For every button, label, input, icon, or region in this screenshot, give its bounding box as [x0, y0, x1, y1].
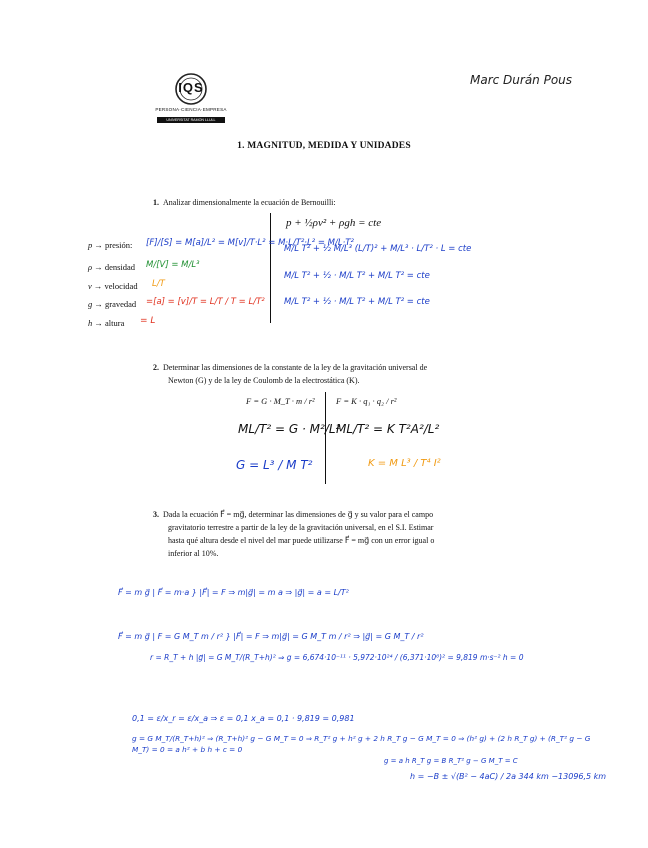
question-number: 2.	[153, 363, 159, 372]
variable-symbol: v	[88, 281, 92, 291]
divider	[270, 213, 271, 323]
question-text: Analizar dimensionalmente la ecuación de Bernouilli:	[163, 198, 336, 207]
gravity-work-line-3: r = R_T + h |g⃗| = G M_T/(R_T+h)² ⇒ g = 6,674·10⁻¹¹ · 5,972·10²⁴ / (6,371·10⁶)² = 9,819 m·s⁻² h = 0	[150, 653, 524, 662]
gravity-dimensions: =[a] = [v]/T = L/T / T = L/T²	[146, 297, 265, 307]
question-1	[153, 196, 336, 209]
error-work-line: 0,1 = ε/x_r = ε/x_a ⇒ ε = 0,1 x_a = 0,1 · 9,819 = 0,981	[132, 714, 355, 723]
velocity-dimensions: L/T	[152, 279, 165, 289]
question-2	[153, 361, 493, 387]
institution-logo	[151, 72, 231, 124]
variable-row: g → gravedad	[88, 299, 137, 309]
result-G: G = L³ / M T²	[236, 458, 313, 472]
newton-dimension-work: ML/T² = G · M²/L²	[238, 422, 341, 436]
coulomb-dimension-work: ML/T² = K T²A²/L²	[336, 422, 440, 436]
bernoulli-equation: p + ½ρv² + ρgh = cte	[286, 217, 382, 229]
bernoulli-work-line-2: M/L T² + ½ · M/L T² + M/L T² = cte	[284, 271, 430, 281]
author-signature: Marc Durán Pous	[470, 73, 573, 87]
question-text-line-1: Determinar las dimensiones de la constante de la ley de la gravitación universal de	[163, 363, 428, 372]
gravity-work-line-1: F⃗ = m g⃗ | F⃗ = m·a } |F⃗| = F ⇒ m|g⃗| = m a ⇒ |g⃗| = a = L/T²	[118, 588, 349, 597]
variable-row: ρ → densidad	[88, 262, 136, 272]
question-text-line-2: gravitatorio terrestre a partir de la ley de la gravitación universal, en el S.I. Estimar	[168, 523, 434, 532]
question-number: 1.	[153, 198, 159, 207]
variable-row: p → presión:	[88, 240, 133, 250]
coulomb-law-equation: F = K · q₁ · q₂ / r²	[336, 396, 397, 406]
question-text-line-3: hasta qué altura desde el nivel del mar puede utilizarse F⃗ = mg⃗ con un error igual o	[168, 536, 435, 545]
variable-row: h → altura	[88, 318, 125, 328]
question-text-line-4: inferior al 10%.	[168, 549, 219, 558]
question-text-line-2: Newton (G) y de la ley de Coulomb de la electrostática (K).	[168, 376, 360, 385]
height-equation-line: g = G M_T/(R_T+h)² ⇒ (R_T+h)² g − G M_T = 0 ⇒ R_T² g + h² g + 2 h R_T g − G M_T = 0 ⇒ (h² g) + (2 h R_T g) + (R_T² g − G M_T) = 0 = a h² + b h + c = 0	[132, 734, 591, 754]
variable-label: velocidad	[104, 281, 138, 291]
bernoulli-work-line-1: M/L T² + ½ M/L³ (L/T)² + M/L³ · L/T² · L = cte	[284, 244, 472, 254]
question-3	[153, 508, 493, 560]
height-dimensions: = L	[140, 316, 156, 326]
divider	[325, 392, 326, 484]
variable-label: gravedad	[105, 299, 137, 309]
variable-symbol: p	[88, 240, 93, 250]
variable-label: densidad	[104, 262, 136, 272]
page-title: 1. MAGNITUD, MEDIDA Y UNIDADES	[237, 141, 411, 151]
newton-law-equation: F = G · M_T · m / r²	[246, 396, 315, 406]
variable-label: altura	[105, 318, 125, 328]
gravity-work-line-2: F⃗ = m g⃗ | F = G M_T m / r² } |F⃗| = F ⇒ m|g⃗| = G M_T m / r² ⇒ |g⃗| = G M_T / r²	[118, 632, 424, 641]
variable-symbol: g	[88, 299, 93, 309]
logo-band-text: UNIVERSITAT RAMON LLULL	[166, 117, 216, 122]
logo-subtitle: PERSONA·CIENCIA·EMPRESA	[155, 107, 227, 112]
variable-symbol: ρ	[88, 262, 93, 272]
pressure-dimensions: [F]/[S] = M[a]/L² = M[v]/T·L² = M·L/T²·L² = M/L·T²	[146, 238, 354, 248]
result-K: K = M L³ / T⁴ I²	[368, 458, 441, 469]
quadratic-solution-line: h = −B ± √(B² − 4aC) / 2a 344 km −13096,5 km	[410, 772, 607, 781]
question-number: 3.	[153, 510, 159, 519]
variable-row: v → velocidad	[88, 281, 138, 291]
variable-label: presión	[105, 240, 131, 250]
variable-symbol: h	[88, 318, 93, 328]
logo-text: IQS	[178, 80, 204, 95]
question-text-line-1: Dada la ecuación F⃗ = mg⃗, determinar las dimensiones de g⃗ y su valor para el campo	[163, 510, 434, 519]
density-dimensions: M/[V] = M/L³	[146, 260, 200, 270]
bernoulli-work-line-3: M/L T² + ½ · M/L T² + M/L T² = cte	[284, 297, 430, 307]
coefficients-line: g = a h R_T g = B R_T² g − G M_T = C	[384, 757, 518, 765]
